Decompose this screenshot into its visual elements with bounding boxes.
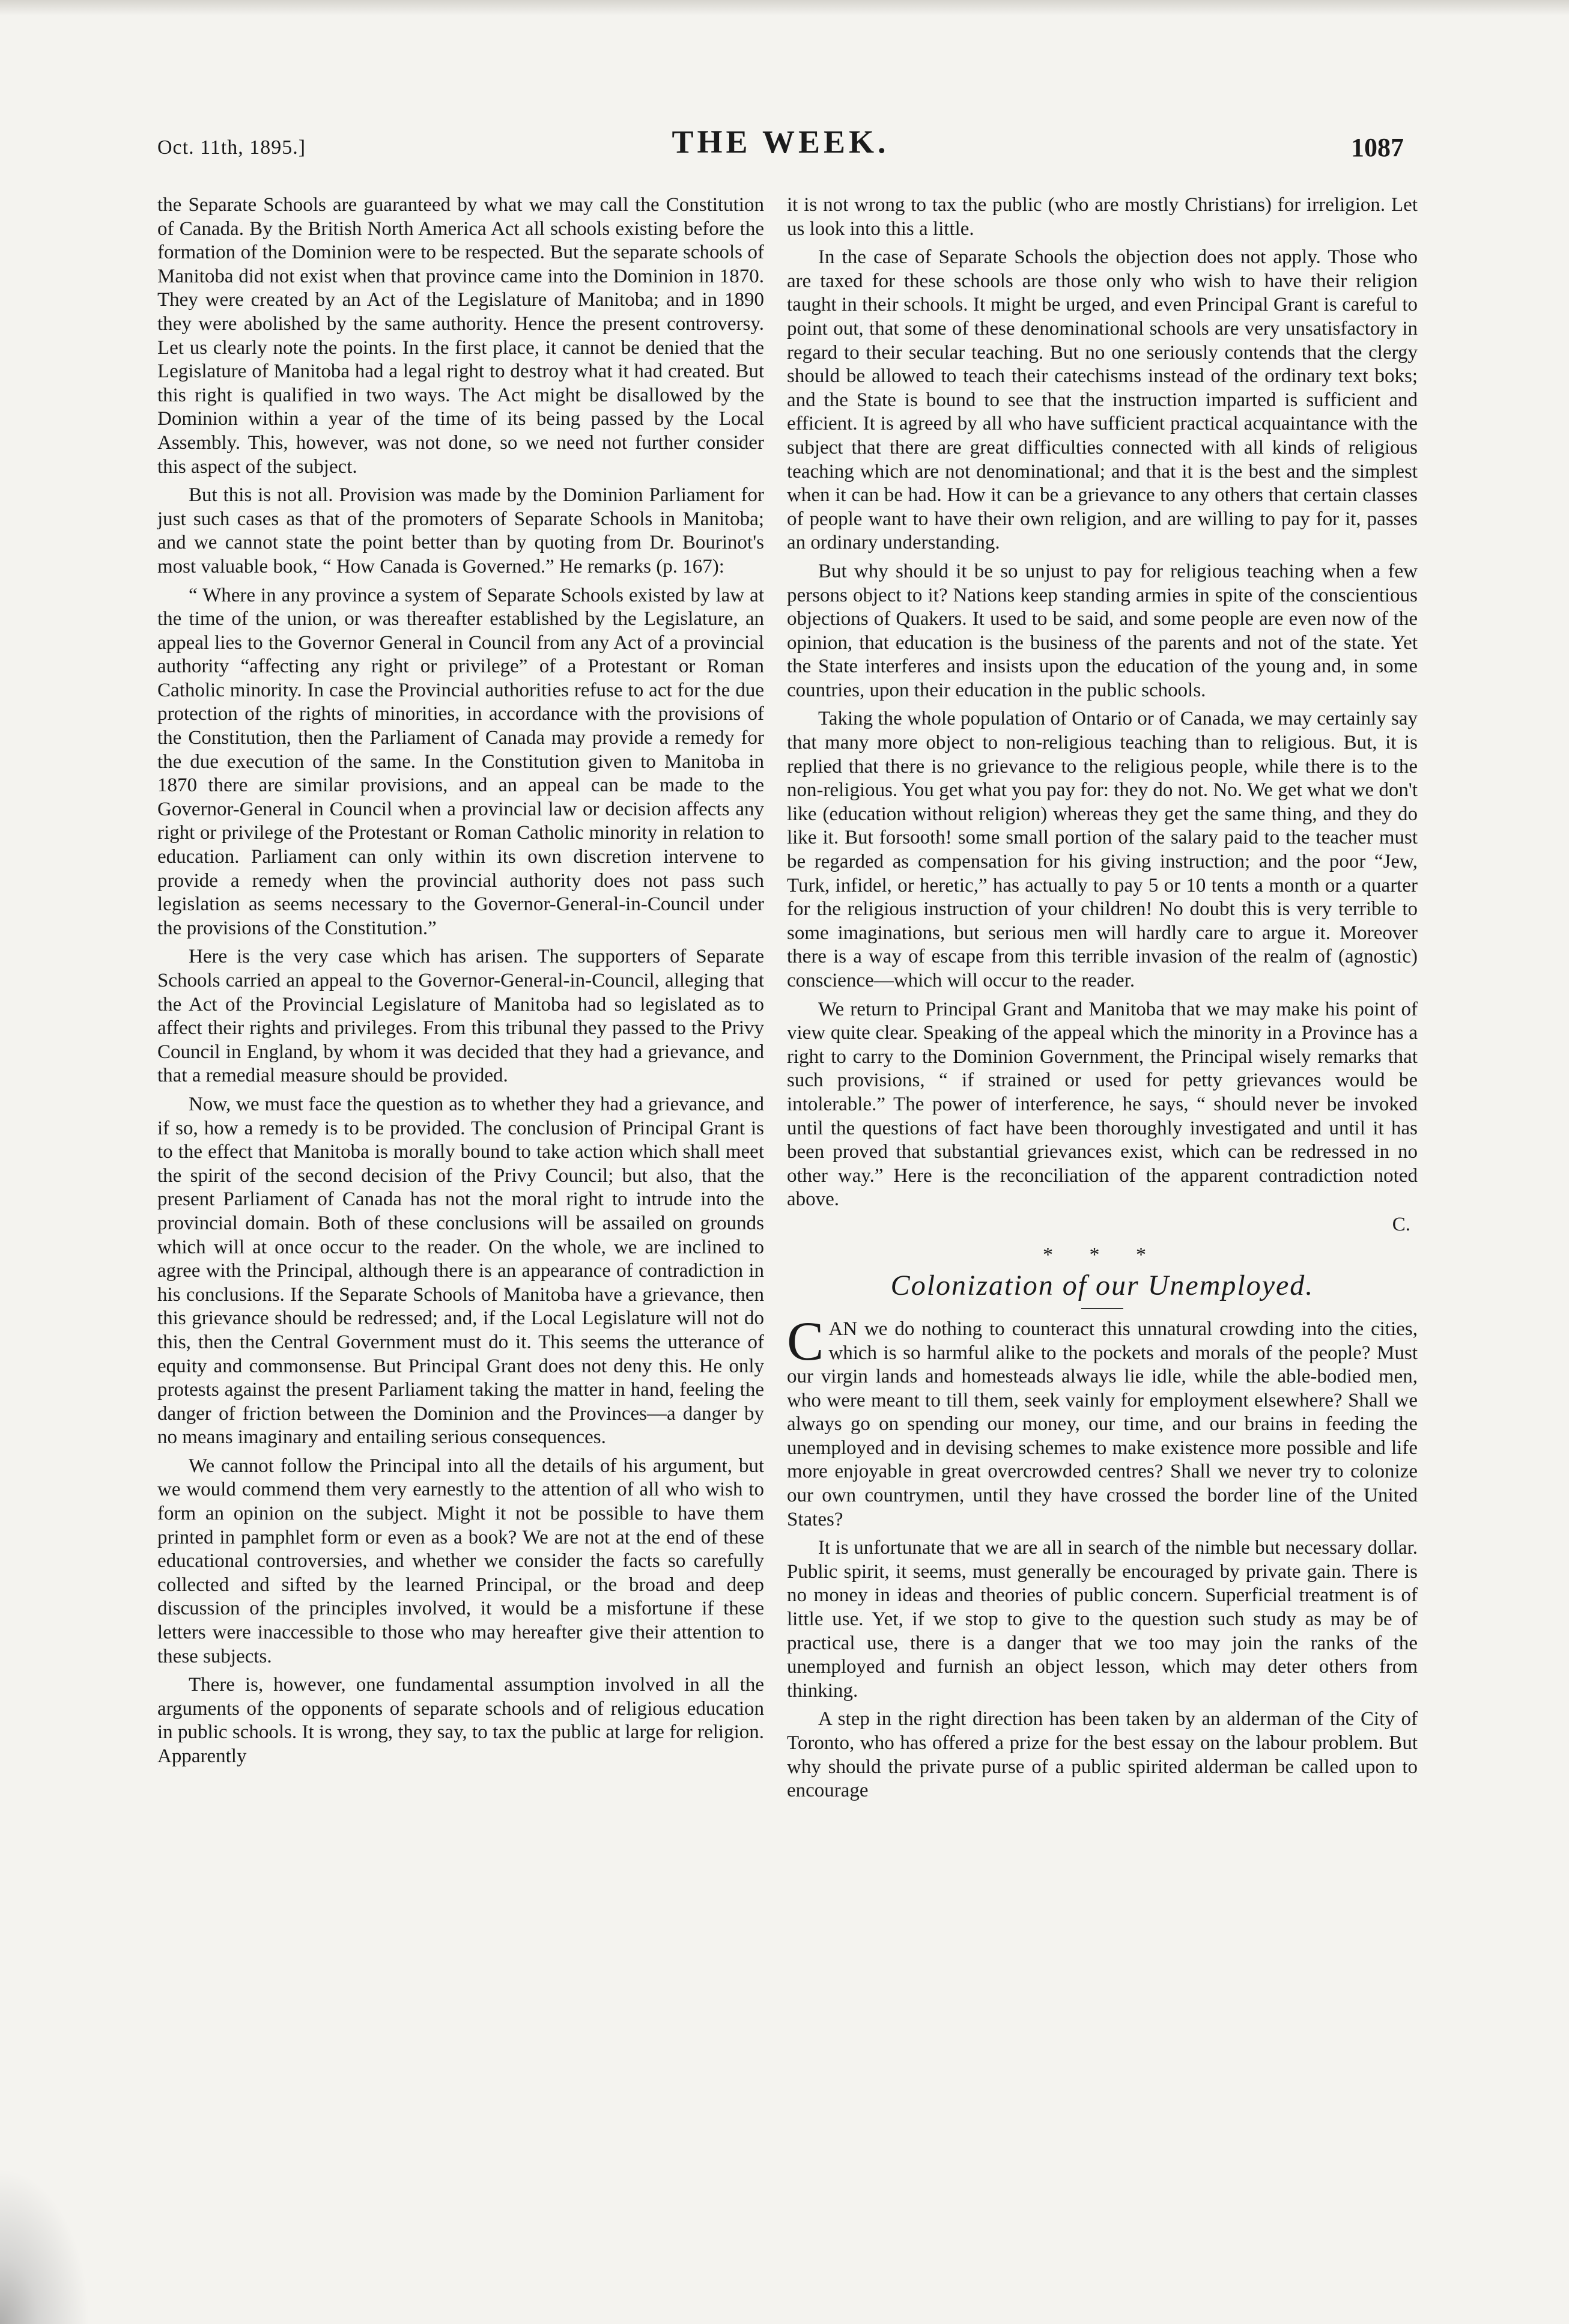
paragraph: [787, 1310, 1418, 1532]
author-signature: C.: [1392, 1213, 1410, 1235]
scan-shadow: [0, 2168, 90, 2324]
paragraph: it is not wrong to tax the public (who are mostly Christians) for irreligion. Let us look into this a little.: [787, 194, 1418, 240]
paragraph: Taking the whole population of Ontario or of Canada, we may certainly say that many more object to non-religious teaching than to religious. But, it is replied that there is no grievance to the religious people, while there is to the non-religious. You get what you pay for: they do not. No. We get what we don't like (education without religion) whereas they get the same thing, and they do like it. But forsooth! some small portion of the salary paid to the teacher must be regarded as compensation for his giving instruction; and the poor “Jew, Turk, infidel, or heretic,” has actually to pay 5 or 10 tents a month or a quarter for the religious instruction of your children! No doubt this is very terrible to some imaginations, but serious men will hardly care to argue it. Moreover there is a way of escape from this terrible invasion of the realm of (agnostic) conscience—which will occur to the reader.: [787, 708, 1418, 991]
scan-edge: [0, 0, 1569, 16]
paragraph: the Separate Schools are guaranteed by what we may call the Constitution of Canada. By the British North America Act all schools existing before the formation of the Dominion were to be respected. But the separate schools of Manitoba did not exist when that province came into the Dominion in 1870. They were created by an Act of the Legislature of Manitoba; and in 1890 they were abolished by the same authority. Hence the present controversy. Let us clearly note the points. In the first place, it cannot be denied that the Legislature of Manitoba had a legal right to destroy what it had created. But this right is qualified in two ways. The Act might be disallowed by the Dominion within a year of the time of its being passed by the Local Assembly. This, however, was not done, so we need not further consider this aspect of the subject.: [157, 194, 764, 478]
paragraph: But why should it be so unjust to pay for religious teaching when a few persons object to it? Nations keep standing armies in spite of the conscientious objections of Quakers. It used to be said, and some people are even now of the opinion, that education is the business of the parents and not of the state. Yet the State interferes and insists upon the education of the young and, in some countries, upon their education in the public schools.: [787, 560, 1418, 701]
drop-cap: C: [787, 1310, 824, 1372]
issue-date: Oct. 11th, 1895.]: [157, 136, 306, 159]
paragraph: A step in the right direction has been taken by an alderman of the City of Toronto, who has offered a prize for the best essay on the labour problem. But why should the private purse of a public spirited alderman be called upon to encourage: [787, 1708, 1418, 1802]
paragraph: In the case of Separate Schools the objection does not apply. Those who are taxed for these schools are those only who wish to have their religion taught in their schools. It might be urged, and even Principal Grant is careful to point out, that some of these denominational schools are very unsatisfactory in regard to their secular teaching. But no one seriously contends that the clergy should be allowed to teach their catechisms instead of the ordinary text boks; and the State is bound to see that the instruction imparted is sufficient and efficient. It is agreed by all who have sufficient practical acquaintance with the subject that there are great difficulties connected with all kinds of religious teaching which are not denominational; and that it is the best and the simplest when it can be had. How it can be a grievance to any others that certain classes of people want to have their own religion, and are willing to pay for it, passes an ordinary understanding.: [787, 246, 1418, 554]
paragraph: But this is not all. Provision was made by the Dominion Parliament for just such cases as that of the promoters of Separate Schools in Manitoba; and we cannot state the point better than by quoting from Dr. Bourinot's most valuable book, “ How Canada is Governed.” He remarks (p. 167):: [157, 484, 764, 577]
block-quote: “ Where in any province a system of Separate Schools existed by law at the time of the union, or was thereafter established by the Legislature, an appeal lies to the Governor General in Council from any Act of a provincial authority “affecting any right or privilege” of a Protestant or Roman Catholic minority. In case the Provincial authorities refuse to act for the due protection of the rights of minorities, in accordance with the provisions of the Constitution, then the Parliament of Canada may provide a remedy for the due execution of the same. In the Constitution given to Manitoba in 1870 there are similar provisions, and an appeal can be made to the Governor-General in Council when a provincial law or decision affects any right or privilege of the Protestant or Roman Catholic minority in relation to education. Parliament can only within its own discretion intervene to provide a remedy when the provincial authority does not pass such legislation as seems necessary to the Governor-General-in-Council under the provisions of the Constitution.”: [157, 584, 764, 939]
left-column: [157, 193, 764, 1774]
paragraph: We return to Principal Grant and Manitoba that we may make his point of view quite clear. Speaking of the appeal which the minority in a Province has a right to carry to the Dominion Government, the Principal wisely remarks that such provisions, “ if strained or used for petty grievances would be intolerable.” The power of interference, he says, “ should never be invoked until the questions of fact have been thoroughly investigated and until it has been proved that substantial grievances exist, which can be redressed in no other way.” Here is the reconciliation of the apparent contradiction noted above.: [787, 998, 1418, 1211]
paragraph: It is unfortunate that we are all in search of the nimble but necessary dollar. Public spirit, it seems, must generally be encouraged by private gain. There is no money in ideas and theories of public concern. Superficial treatment is of little use. Yet, if we stop to give to the question such study as may be of practical use, there is a danger that we too may join the ranks of the unemployed and furnish an object lesson, which may deter others from thinking.: [787, 1537, 1418, 1702]
page-number: 1087: [1351, 133, 1404, 162]
paragraph: Here is the very case which has arisen. The supporters of Separate Schools carried an appeal to the Governor-General-in-Council, alleging that the Act of the Provincial Legislature of Manitoba had so legislated as to affect their rights and privileges. From this tribunal they passed to the Privy Council in England, by whom it was decided that they had a grievance, and that a remedial measure should be provided.: [157, 946, 764, 1087]
section-separator: * * *: [1043, 1243, 1162, 1266]
title-rule: [1081, 1308, 1123, 1309]
masthead-title: THE WEEK.: [672, 124, 890, 160]
page-header: [157, 123, 1404, 171]
paragraph: There is, however, one fundamental assumption involved in all the arguments of the opponents of separate schools and of religious education in public schools. It is wrong, they say, to tax the public at large for religion. Apparently: [157, 1674, 764, 1767]
article-title: Colonization of our Unemployed.: [890, 1270, 1314, 1302]
paragraph: Now, we must face the question as to whether they had a grievance, and if so, how a remedy is to be provided. The conclusion of Principal Grant is to the effect that Manitoba is morally bound to take action which shall meet the spirit of the second decision of the Privy Council; but also, that the present Parliament of Canada has not the moral right to intrude into the provincial domain. Both of these conclusions will be assailed on grounds which will at once occur to the reader. On the whole, we are inclined to agree with the Principal, although there is an appearance of contradiction in his conclusions. If the Separate Schools of Manitoba have a grievance, then this grievance should be redressed; and, if the Local Legislature will not do this, then the Central Government must do it. This seems the utterance of equity and commonsense. But Principal Grant does not deny this. He only protests against the present Parliament taking the matter in hand, feeling the danger of friction between the Dominion and the Provinces—a danger by no means imaginary and entailing serious consequences.: [157, 1093, 764, 1449]
paragraph: We cannot follow the Principal into all the details of his argument, but we would commend them very earnestly to the attention of all who wish to form an opinion on the subject. Might it not be possible to have them printed in pamphlet form or even as a book? We are not at the end of these educational controversies, and whether we consider the facts so carefully collected and sifted by the learned Principal, or the broad and deep discussion of the principles involved, it would be a misfortune if these letters were inaccessible to those who may hereafter give their attention to these subjects.: [157, 1455, 764, 1667]
paragraph-text: AN we do nothing to counteract this unnatural crowding into the cities, which is so harmful alike to the pockets and morals of the people? Must our virgin lands and homesteads always lie idle, while the able-bodied men, who were meant to till them, seek vainly for employment elsewhere? Shall we always go on spending our money, our time, and our brains in feeding the unemployed and in devising schemes to make existence more possible and life more enjoyable in great overcrowded centres? Shall we never try to colonize our own countrymen, until they have crossed the border line of the United States?: [787, 1318, 1418, 1530]
right-column: [787, 193, 1418, 1808]
